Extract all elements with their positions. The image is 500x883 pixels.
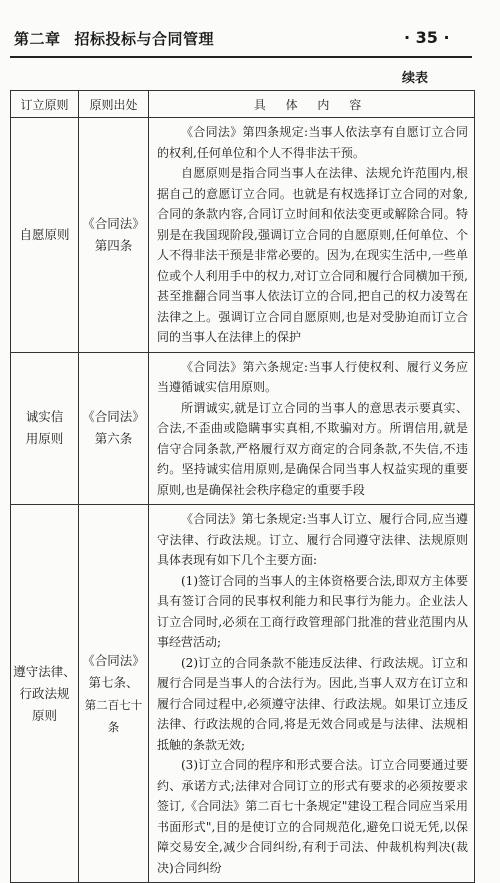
principles-table xyxy=(10,90,475,883)
content-paragraph: 《合同法》第六条规定:当事人行使权利、履行义务应当遵循诚实信用原则。 xyxy=(157,359,468,394)
content-paragraph: 《合同法》第四条规定:当事人依法享有自愿订立合同的权利,任何单位和个人不得非法干预。 xyxy=(157,125,468,160)
content-paragraph: (3)订立合同的程序和形式要合法。订立合同要通过要约、承诺方式;法律对合同订立的形式有要求的必须按要求签订,《合同法》第二百七十条规定"建设工程合同应当采用书面形式",目的是使订立的合同规范化,避免口说无凭,以保障交易安全,减少合同纠纷,有利于司法、仲裁机构判决(裁决)合同纠纷 xyxy=(157,758,468,875)
content-paragraph: (1)签订合同的当事人的主体资格要合法,即双方主体要具有签订合同的民事权利能力和民事行为能力。企业法人订立合同时,必须在工商行政管理部门批准的营业范围内从事经营活动; xyxy=(157,573,468,649)
column-header-source: 原则出处 xyxy=(79,91,149,118)
column-header-principle: 订立原则 xyxy=(11,91,79,118)
content-cell xyxy=(149,505,475,883)
table-row xyxy=(11,352,475,505)
table-row xyxy=(11,505,475,883)
page-header xyxy=(0,0,500,86)
content-paragraph: 《合同法》第七条规定:当事人订立、履行合同,应当遵守法律、行政法规。订立、履行合同遵守法律、法规原则具体表现有如下几个主要方面: xyxy=(157,512,468,567)
chapter-title: 招标投标与合同管理 xyxy=(74,30,215,48)
source-cell: 《合同法》 第四条 xyxy=(79,118,149,353)
table-row xyxy=(11,118,475,353)
header-rule xyxy=(10,56,472,58)
principle-cell: 诚实信 用原则 xyxy=(11,352,79,505)
principle-cell: 遵守法律、 行政法规 原则 xyxy=(11,505,79,883)
page-number: · 35 · xyxy=(404,28,450,47)
content-paragraph: 自愿原则是指合同当事人在法律、法规允许范围内,根据自己的意愿订立合同。也就是有权选择订立合同的对象,合同的条款内容,合同订立时间和依法变更或解除合同。特别是在我国现阶段,强调订立合同的自愿原则,任何单位、个人不得非法干预是非常必要的。因为,在现实生活中,一些单位或个人利用手中的权力,对订立合同和履行合同横加干预,甚至推翻合同当事人依法订立的合同,把自己的权力凌驾在法律之上。强调订立合同自愿原则,也是对受胁迫而订立合同的当事人在法律上的保护 xyxy=(157,166,468,344)
chapter-label: 第二章 xyxy=(14,30,61,48)
content-cell xyxy=(149,118,475,353)
column-header-content: 具 体 内 容 xyxy=(149,91,475,118)
content-paragraph: 所谓诚实,就是订立合同的当事人的意思表示要真实、合法,不歪曲或隐瞒事实真相,不欺骗对方。所谓信用,就是信守合同条款,严格履行双方商定的合同条款,不失信,不违约。坚持诚实信用原则,是确保合同当事人权益实现的重要原则,也是确保社会秩序稳定的重要手段 xyxy=(157,400,468,497)
principle-cell: 自愿原则 xyxy=(11,118,79,353)
table-header-row xyxy=(11,91,475,118)
source-cell: 《合同法》 第七条、 第二百七十条 xyxy=(79,505,149,883)
source-cell: 《合同法》 第六条 xyxy=(79,352,149,505)
content-paragraph: (2)订立的合同条款不能违反法律、行政法规。订立和履行合同是当事人的合法行为。因此,当事人双方在订立和履行合同过程中,必须遵守法律、行政法规。如果订立违反法律、行政法规的合同,将是无效合同或是与法律、法规相抵触的条款无效; xyxy=(157,655,468,752)
continued-label: 续表 xyxy=(402,71,429,86)
chapter-heading xyxy=(14,28,214,49)
content-cell xyxy=(149,352,475,505)
